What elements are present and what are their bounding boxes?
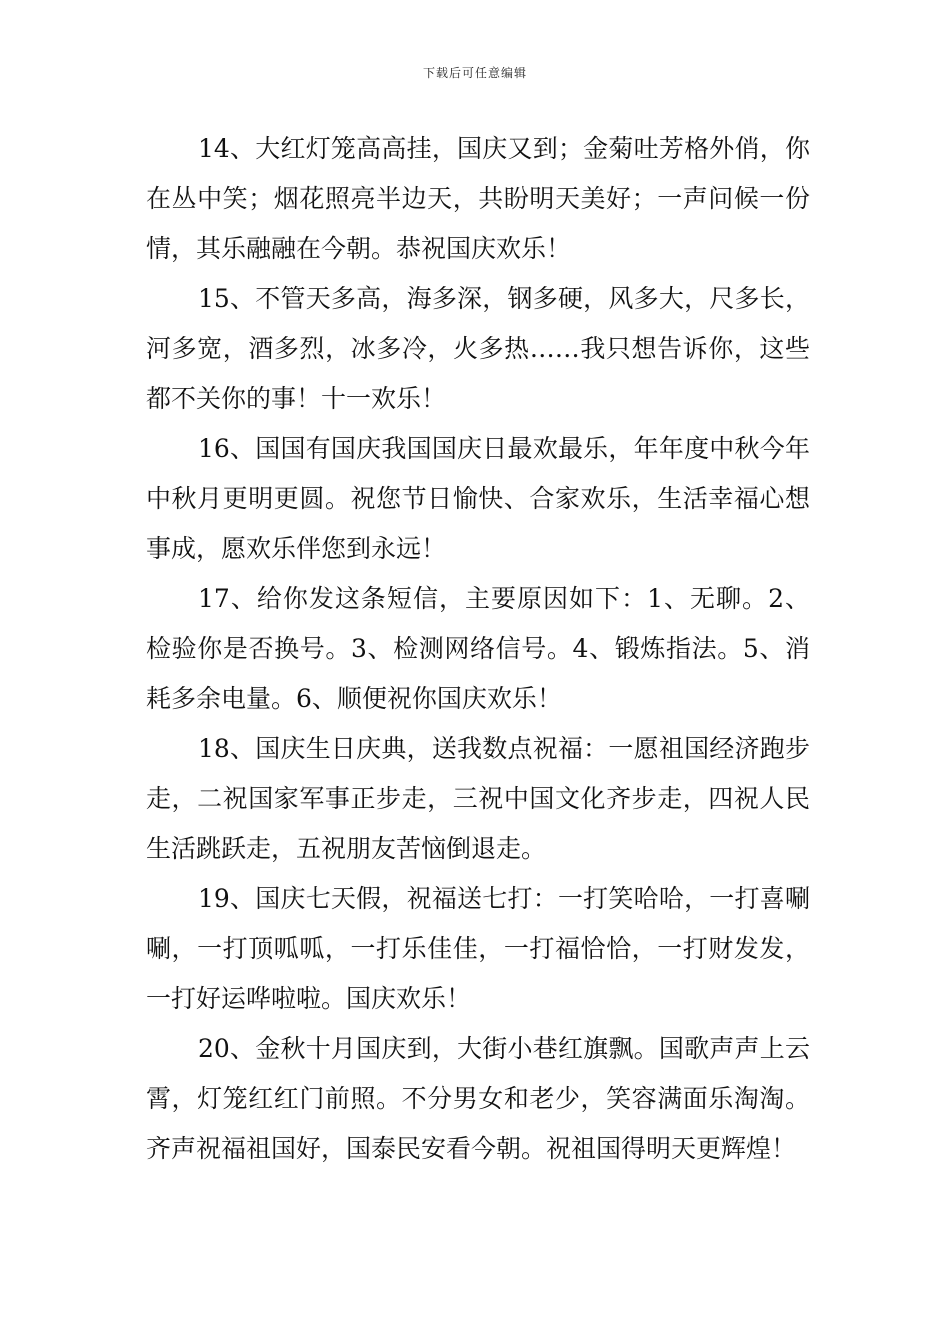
- paragraph-17: 17、给你发这条短信，主要原因如下：1、无聊。2、检验你是否换号。3、检测网络信号。4、锻炼指法。5、消耗多余电量。6、顺便祝你国庆欢乐！: [146, 584, 810, 713]
- page-header: 下载后可任意编辑: [422, 66, 527, 80]
- paragraph-19: 19、国庆七天假，祝福送七打：一打笑哈哈，一打喜唰唰，一打顶呱呱，一打乐佳佳，一打福恰恰，一打财发发，一打好运哗啦啦。国庆欢乐！: [146, 884, 810, 1013]
- paragraph-16: 16、国国有国庆我国国庆日最欢最乐，年年度中秋今年中秋月更明更圆。祝您节日愉快、合家欢乐，生活幸福心想事成，愿欢乐伴您到永远！: [146, 434, 810, 563]
- paragraph-14: 14、大红灯笼高高挂，国庆又到；金菊吐芳格外俏，你在丛中笑；烟花照亮半边天，共盼明天美好；一声问候一份情，其乐融融在今朝。恭祝国庆欢乐！: [146, 134, 810, 263]
- paragraph-18: 18、国庆生日庆典，送我数点祝福：一愿祖国经济跑步走，二祝国家军事正步走，三祝中国文化齐步走，四祝人民生活跳跃走，五祝朋友苦恼倒退走。: [146, 734, 810, 863]
- paragraph-15: 15、不管天多高，海多深，钢多硬，风多大，尺多长，河多宽，酒多烈，冰多冷，火多热……我只想告诉你，这些都不关你的事！十一欢乐！: [146, 284, 810, 413]
- document-body: [146, 124, 810, 1174]
- paragraph-20: 20、金秋十月国庆到，大街小巷红旗飘。国歌声声上云霄，灯笼红红门前照。不分男女和老少，笑容满面乐淘淘。齐声祝福祖国好，国泰民安看今朝。祝祖国得明天更辉煌！: [146, 1034, 810, 1163]
